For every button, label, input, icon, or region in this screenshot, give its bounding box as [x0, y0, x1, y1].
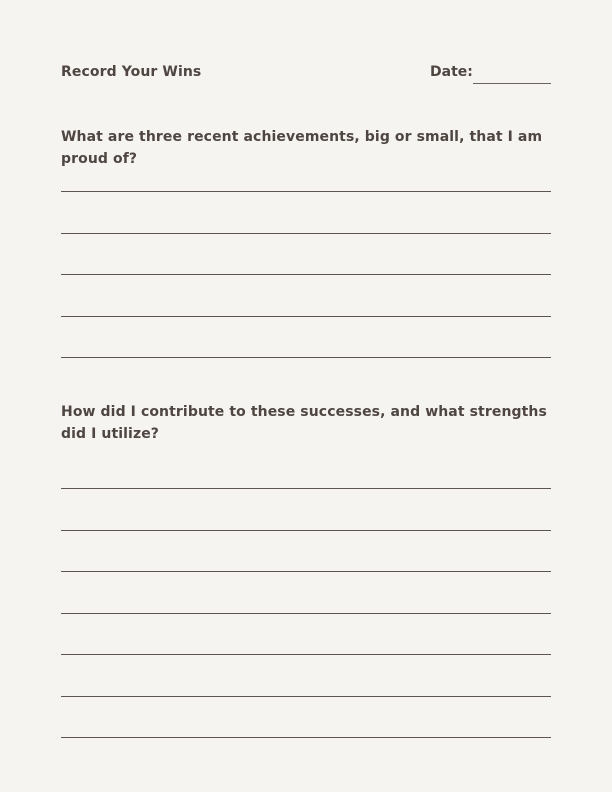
- answer-line-2-6[interactable]: [61, 696, 551, 697]
- answer-line-1-2[interactable]: [61, 233, 551, 234]
- answer-line-1-1[interactable]: [61, 191, 551, 192]
- date-label: Date:: [430, 64, 473, 80]
- question-1: What are three recent achievements, big or small, that I am proud of?: [61, 129, 543, 167]
- answer-line-1-3[interactable]: [61, 274, 551, 275]
- answer-line-2-7[interactable]: [61, 737, 551, 738]
- answer-line-2-2[interactable]: [61, 530, 551, 531]
- answer-line-2-5[interactable]: [61, 654, 551, 655]
- page-title: Record Your Wins: [61, 64, 202, 80]
- answer-line-2-3[interactable]: [61, 571, 551, 572]
- answer-line-2-1[interactable]: [61, 488, 551, 489]
- date-blank-line[interactable]: [473, 83, 551, 84]
- question-2: How did I contribute to these successes, and what strengths did I utilize?: [61, 404, 547, 442]
- answer-line-1-5[interactable]: [61, 357, 551, 358]
- answer-line-2-4[interactable]: [61, 613, 551, 614]
- date-field[interactable]: [430, 64, 551, 86]
- answer-line-1-4[interactable]: [61, 316, 551, 317]
